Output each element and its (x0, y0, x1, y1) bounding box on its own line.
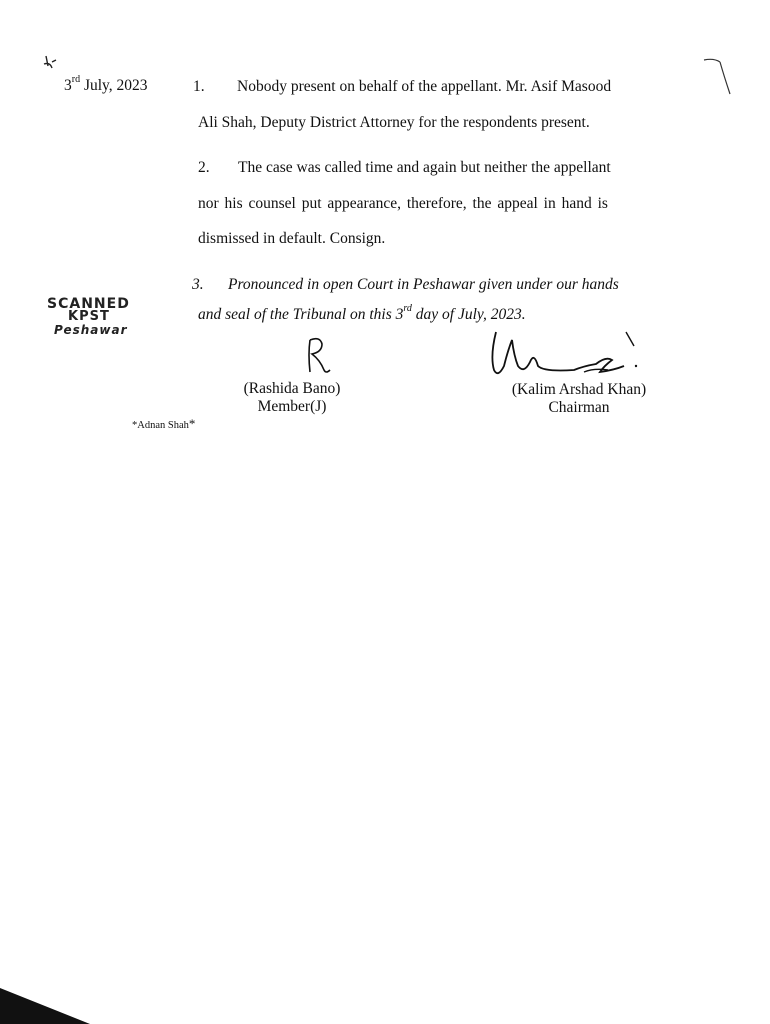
scan-mark-top-right (700, 56, 740, 100)
signatory-member-block (222, 380, 362, 416)
signatory-chairman-title: Chairman (548, 399, 610, 416)
signatory-chairman-name: (Kalim Arshad Khan) (511, 381, 647, 398)
scan-mark-top-left (40, 52, 64, 76)
paragraph-3-text-2-pre: and seal of the Tribunal on this 3 (198, 306, 404, 324)
signatory-member-name: (Rashida Bano) (243, 380, 341, 397)
paragraph-2-line-3: dismissed in default. Consign. (198, 230, 386, 247)
paragraph-3-number: 3. (192, 276, 204, 293)
paragraph-1-line-1 (193, 78, 611, 96)
paragraph-3-text-1: Pronounced in open Court in Peshawar given under our hands (228, 276, 619, 293)
paragraph-2-line-2: nor his counsel put appearance, therefore, the appeal in hand is (198, 195, 608, 212)
footer-initials-text: *Adnan Shah (132, 420, 189, 431)
paragraph-3-line-2 (198, 302, 526, 324)
paragraph-1-text-1: Nobody present on behalf of the appellant. Mr. Asif Masood (237, 78, 612, 95)
paragraph-3-text-2-sup: rd (403, 303, 412, 314)
stamp-line-1: SCANNED (47, 296, 130, 312)
footer-initials (132, 416, 195, 432)
scanned-stamp (44, 296, 184, 346)
paragraph-3-text-2-post: day of July, 2023. (411, 306, 526, 324)
signature-chairman (484, 326, 644, 382)
stamp-line-2: KPST (68, 309, 110, 324)
signature-member (300, 334, 340, 378)
stamp-line-3: Peshawar (54, 323, 128, 337)
scan-corner-shadow (0, 984, 90, 1024)
date-day: 3 (64, 77, 72, 95)
paragraph-2-text-1: The case was called time and again but neither the appellant (238, 159, 611, 176)
order-date (64, 76, 148, 95)
signatory-member-title: Member(J) (257, 398, 327, 415)
paragraph-1-number: 1. (193, 78, 205, 95)
date-suffix: rd (71, 74, 81, 85)
paragraph-3-line-1 (192, 276, 619, 294)
date-rest: July, 2023 (80, 77, 148, 95)
footer-star: * (188, 416, 196, 431)
paragraph-1-line-2: Ali Shah, Deputy District Attorney for the respondents present. (198, 114, 590, 131)
paragraph-2-line-1 (198, 159, 611, 177)
signatory-chairman-block (495, 381, 663, 417)
paragraph-2-number: 2. (198, 159, 210, 176)
